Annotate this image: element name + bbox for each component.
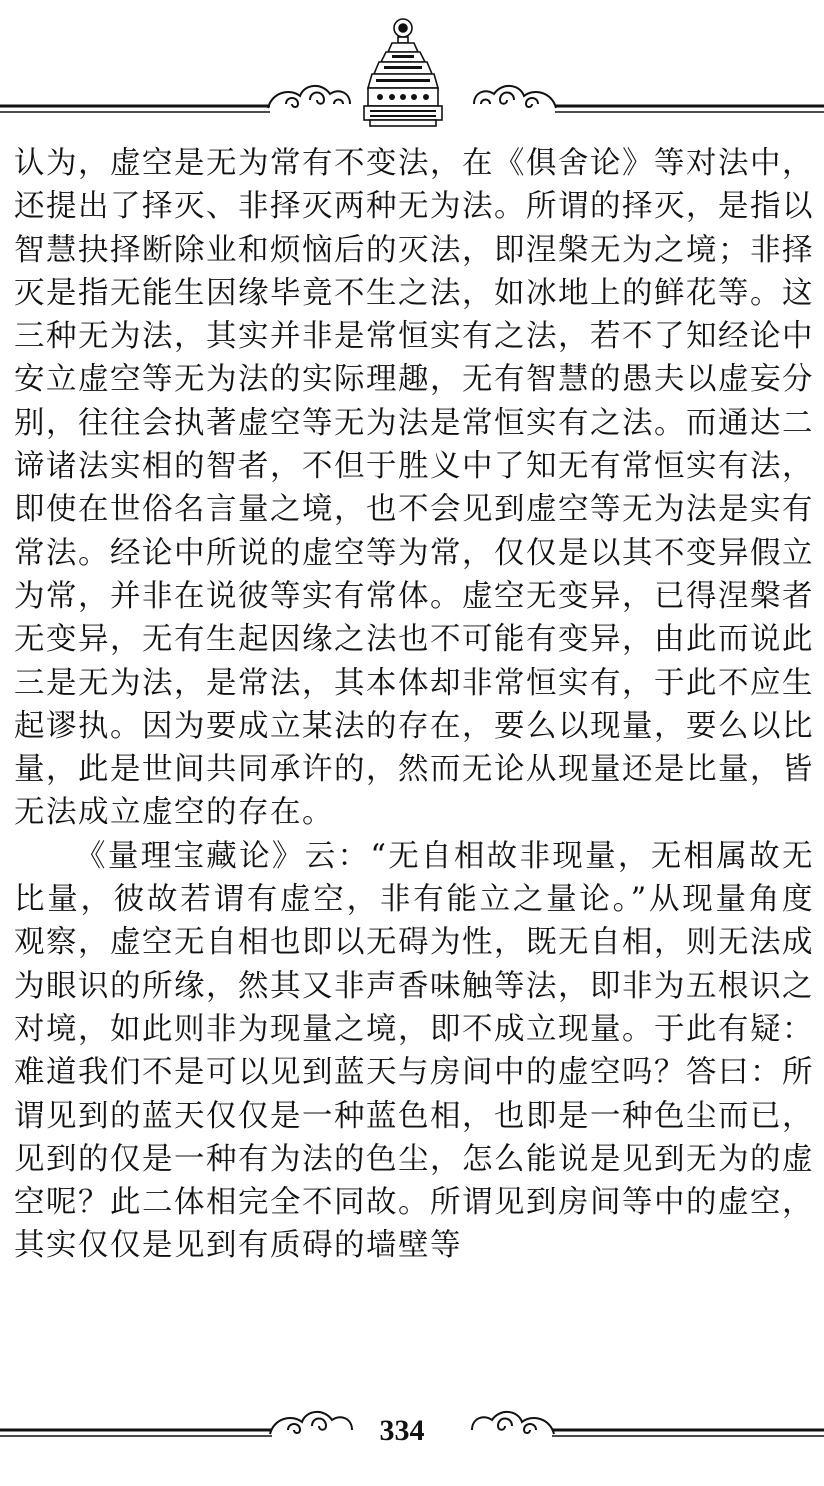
body-text (14, 142, 814, 1268)
page-header (0, 0, 824, 140)
cloud-scroll-right-icon (474, 86, 556, 108)
cloud-scroll-left-icon (268, 86, 350, 108)
paragraph-1: 认为，虚空是无为常有不变法，在《俱舍论》等对法中，还提出了择灭、非择灭两种无为法。所谓的择灭，是指以智慧抉择断除业和烦恼后的灭法，即涅槃无为之境；非择灭是指无能生因缘毕竟不生之法，如冰地上的鲜花等。这三种无为法，其实并非是常恒实有之法，若不了知经论中安立虚空等无为法的实际理趣，无有智慧的愚夫以虚妄分别，往往会执著虚空等无为法是常恒实有之法。而通达二谛诸法实相的智者，不但于胜义中了知无有常恒实有法，即使在世俗名言量之境，也不会见到虚空等无为法是实有常法。经论中所说的虚空等为常，仅仅是以其不变异假立为常，并非在说彼等实有常体。虚空无变异，已得涅槃者无变异，无有生起因缘之法也不可能有变异，由此而说此三是无为法，是常法，其本体却非常恒实有，于此不应生起谬执。因为要成立某法的存在，要么以现量，要么以比量，此是世间共同承许的，然而无论从现量还是比量，皆无法成立虚空的存在。 (14, 146, 814, 831)
stupa-ornament-icon (0, 0, 824, 140)
page-footer (0, 1408, 824, 1468)
page-number: 334 (379, 1414, 425, 1447)
paragraph-2: 《量理宝藏论》云：“无自相故非现量，无相属故无比量，彼故若谓有虚空，非有能立之量论。”从现量角度观察，虚空无自相也即以无碍为性，既无自相，则无法成为眼识的所缘，然其又非声香味触等法，即非为五根识之对境，如此则非为现量之境，即不成立现量。于此有疑：难道我们不是可以见到蓝天与房间中的虚空吗？答曰：所谓见到的蓝天仅仅是一种蓝色相，也即是一种色尘而已，见到的仅是一种有为法的色尘，怎么能说是见到无为的虚空呢？此二体相完全不同故。所谓见到房间等中的虚空，其实仅仅是见到有质碍的墙壁等 (14, 838, 814, 1264)
